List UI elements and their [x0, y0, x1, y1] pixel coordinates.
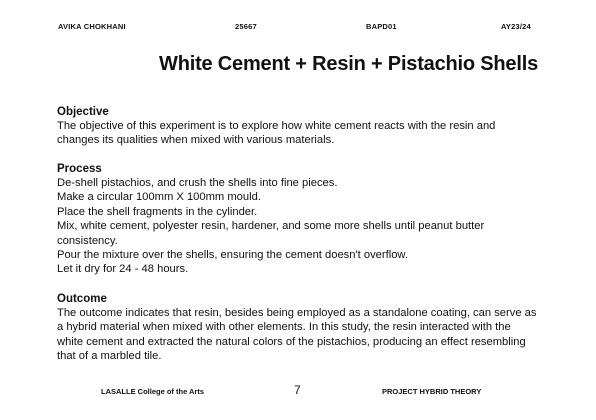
objective-text: The objective of this experiment is to explore how white cement reacts with the resin and changes its qualities when mixed with various materials. — [57, 120, 496, 147]
process-heading: Process — [57, 163, 102, 175]
process-step: Place the shell fragments in the cylinder. — [57, 205, 258, 218]
process-step: Pour the mixture over the shells, ensuring the cement doesn't overflow. — [57, 249, 408, 262]
page-number: 7 — [294, 383, 301, 397]
footer-school-name: LASALLE College of the Arts — [101, 387, 205, 396]
process-steps — [57, 176, 537, 277]
process-step: Let it dry for 24 - 48 hours. — [57, 263, 189, 276]
outcome-section — [57, 292, 537, 364]
outcome-text: The outcome indicates that resin, besides being employed as a standalone coating, can serve as a hybrid material when mixed with other elements. In this study, the resin interacted with the white cement and extracted the natural colors of the pistachios, producing an effect resembling that of a marbled tile. — [57, 307, 537, 363]
header-student-id: 25667 — [235, 22, 257, 31]
process-section — [57, 162, 537, 277]
page-title: White Cement + Resin + Pistachio Shells — [159, 53, 538, 75]
process-step: Mix, white cement, polyester resin, hardener, and some more shells until peanut butter consistency. — [57, 220, 485, 247]
header-course-code: BAPD01 — [366, 22, 397, 31]
footer-project-name: PROJECT HYBRID THEORY — [382, 387, 482, 396]
outcome-heading: Outcome — [57, 293, 107, 305]
header-author-name: AVIKA CHOKHANI — [58, 22, 126, 31]
process-step: De-shell pistachios, and crush the shells into fine pieces. — [57, 177, 338, 189]
objective-heading: Objective — [57, 106, 109, 118]
objective-section — [57, 105, 537, 148]
header-academic-year: AY23/24 — [501, 22, 531, 31]
process-step: Make a circular 100mm X 100mm mould. — [57, 191, 261, 204]
